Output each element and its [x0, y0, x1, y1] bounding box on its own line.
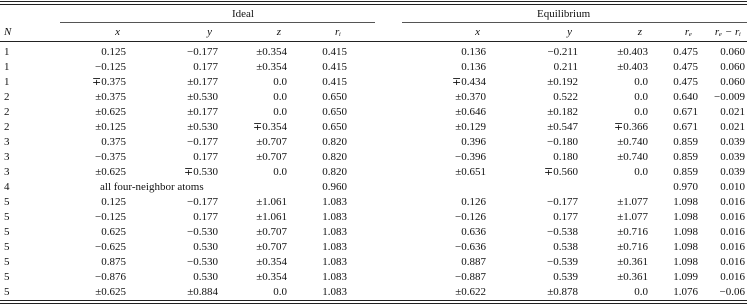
cell-ideal-x: 0.125	[101, 196, 126, 208]
cell-ideal-y: −0.177	[187, 136, 218, 148]
cell-eq-z: 0.0	[634, 91, 648, 103]
cell-eq-x: 0.636	[461, 226, 486, 238]
cell-eq-x: −0.636	[455, 241, 486, 253]
cell-n: 3	[4, 151, 10, 163]
group-underline-ideal	[60, 22, 375, 23]
cell-ideal-y: ±0.177	[187, 106, 218, 118]
cell-n: 3	[4, 166, 10, 178]
cell-n: 1	[4, 76, 10, 88]
cell-eq-x: ±0.370	[455, 91, 486, 103]
cell-eq-y: 0.211	[553, 61, 578, 73]
cell-eq-x: ±0.129	[455, 121, 486, 133]
cell-ideal-r: 0.415	[322, 61, 347, 73]
cell-eq-z: 0.0	[634, 166, 648, 178]
cell-ideal-y: ±0.884	[187, 286, 218, 298]
table-row	[0, 61, 747, 76]
cell-eq-x: 0.126	[461, 196, 486, 208]
column-header-eq-z: z	[637, 26, 642, 38]
cell-ideal-z: ±1.061	[256, 211, 287, 223]
cell-ideal-z: 0.0	[273, 286, 287, 298]
header-rule	[0, 41, 747, 42]
cell-ideal-y: −0.177	[187, 46, 218, 58]
cell-ideal-x: −0.625	[95, 241, 126, 253]
cell-ideal-x: ∓0.375	[92, 76, 126, 88]
cell-eq-x: 0.136	[461, 61, 486, 73]
cell-ideal-r: 1.083	[322, 256, 347, 268]
cell-n: 4	[4, 181, 10, 193]
cell-eq-z: 0.0	[634, 286, 648, 298]
cell-ideal-y: 0.530	[193, 241, 218, 253]
cell-ideal-r: 1.083	[322, 271, 347, 283]
cell-ideal-x: 0.125	[101, 46, 126, 58]
cell-n: 5	[4, 256, 10, 268]
cell-ideal-z: ±0.707	[256, 226, 287, 238]
cell-ideal-x: ±0.625	[95, 286, 126, 298]
cell-ideal-r: 1.083	[322, 226, 347, 238]
cell-eq-y: 0.180	[553, 151, 578, 163]
cell-ideal-r: 0.650	[322, 106, 347, 118]
table-bottom-rule-double	[0, 303, 747, 304]
cell-n: 1	[4, 46, 10, 58]
cell-ideal-r: 0.415	[322, 76, 347, 88]
table-row	[0, 76, 747, 91]
cell-eq-r: 1.098	[673, 226, 698, 238]
cell-ideal-x: ±0.375	[95, 91, 126, 103]
cell-eq-diff: 0.016	[720, 211, 745, 223]
cell-ideal-r: 0.820	[322, 166, 347, 178]
cell-ideal-z: ±0.354	[256, 271, 287, 283]
cell-ideal-z: ±0.707	[256, 136, 287, 148]
cell-eq-y: ∓0.560	[544, 166, 578, 178]
cell-eq-x: 0.136	[461, 46, 486, 58]
cell-ideal-y: ±0.530	[187, 91, 218, 103]
cell-eq-y: −0.180	[547, 136, 578, 148]
cell-eq-diff: 0.039	[720, 136, 745, 148]
cell-eq-diff: 0.060	[720, 76, 745, 88]
cell-eq-diff: −0.009	[714, 91, 745, 103]
cell-eq-r: 0.859	[673, 136, 698, 148]
column-header-ideal-y: y	[207, 26, 212, 38]
table-row	[0, 271, 747, 286]
cell-eq-z: ∓0.366	[614, 121, 648, 133]
cell-ideal-y: ∓0.530	[184, 166, 218, 178]
cell-eq-r: 1.098	[673, 196, 698, 208]
cell-eq-r: 1.098	[673, 256, 698, 268]
cell-ideal-r: 1.083	[322, 211, 347, 223]
cell-ideal-r: 0.820	[322, 151, 347, 163]
cell-eq-diff: 0.060	[720, 46, 745, 58]
cell-ideal-z: ±0.354	[256, 46, 287, 58]
cell-ideal-x: ±0.625	[95, 166, 126, 178]
column-header-eq-x: x	[475, 26, 480, 38]
cell-ideal-r: 1.083	[322, 286, 347, 298]
table-row	[0, 106, 747, 121]
cell-ideal-y: ±0.177	[187, 76, 218, 88]
cell-ideal-y: 0.177	[193, 151, 218, 163]
cell-eq-y: ±0.182	[547, 106, 578, 118]
cell-eq-diff: 0.021	[720, 106, 745, 118]
cell-ideal-x: ±0.625	[95, 106, 126, 118]
cell-ideal-x: 0.875	[101, 256, 126, 268]
cell-eq-r: 0.640	[673, 91, 698, 103]
cell-eq-diff: 0.016	[720, 241, 745, 253]
cell-ideal-y: 0.177	[193, 211, 218, 223]
cell-eq-x: ∓0.434	[452, 76, 486, 88]
cell-ideal-x: −0.125	[95, 211, 126, 223]
cell-eq-z: ±1.077	[617, 211, 648, 223]
cell-n: 5	[4, 271, 10, 283]
cell-eq-x: 0.887	[461, 256, 486, 268]
cell-eq-y: 0.177	[553, 211, 578, 223]
cell-n: 1	[4, 61, 10, 73]
cell-eq-y: 0.538	[553, 241, 578, 253]
cell-eq-diff: 0.016	[720, 271, 745, 283]
cell-eq-r: 0.859	[673, 166, 698, 178]
cell-ideal-x: −0.375	[95, 151, 126, 163]
cell-ideal-y: −0.177	[187, 196, 218, 208]
cell-ideal-r: 0.415	[322, 46, 347, 58]
cell-eq-r: 1.099	[673, 271, 698, 283]
column-header-ideal-r: rᵢ	[334, 26, 341, 38]
cell-ideal-z: ±0.354	[256, 256, 287, 268]
table-top-rule-double	[0, 4, 747, 5]
cell-ideal-y: 0.177	[193, 61, 218, 73]
cell-eq-z: ±0.361	[617, 271, 648, 283]
cell-ideal-z: 0.0	[273, 76, 287, 88]
cell-ideal-y: 0.530	[193, 271, 218, 283]
column-header-ideal-z: z	[276, 26, 281, 38]
table-row	[0, 151, 747, 166]
cell-eq-diff: 0.039	[720, 166, 745, 178]
cell-eq-x: ±0.651	[455, 166, 486, 178]
cell-ideal-x: 0.625	[101, 226, 126, 238]
cell-ideal-x: −0.125	[95, 61, 126, 73]
cell-eq-y: −0.539	[547, 256, 578, 268]
cell-ideal-x: ±0.125	[95, 121, 126, 133]
cell-eq-y: ±0.878	[547, 286, 578, 298]
cell-eq-r: 1.098	[673, 211, 698, 223]
cell-ideal-z: 0.0	[273, 106, 287, 118]
table-row	[0, 286, 747, 301]
cell-eq-y: ±0.192	[547, 76, 578, 88]
table-row	[0, 91, 747, 106]
cell-ideal-z: ±0.707	[256, 151, 287, 163]
cell-eq-y: −0.177	[547, 196, 578, 208]
cell-eq-x: ±0.622	[455, 286, 486, 298]
cell-n: 5	[4, 226, 10, 238]
spanning-note: all four-neighbor atoms	[100, 181, 204, 193]
table-row	[0, 226, 747, 241]
cell-ideal-z: 0.0	[273, 166, 287, 178]
cell-ideal-r: 0.960	[322, 181, 347, 193]
cell-eq-y: 0.522	[553, 91, 578, 103]
cell-eq-r: 1.098	[673, 241, 698, 253]
group-header-equilibrium: Equilibrium	[537, 8, 591, 20]
cell-eq-diff: 0.016	[720, 196, 745, 208]
table-row	[0, 241, 747, 256]
cell-eq-r: 0.475	[673, 61, 698, 73]
cell-eq-diff: 0.016	[720, 256, 745, 268]
cell-ideal-r: 0.650	[322, 121, 347, 133]
group-header-ideal: Ideal	[232, 8, 254, 20]
cell-eq-y: −0.538	[547, 226, 578, 238]
cell-n: 2	[4, 121, 10, 133]
cell-n: 5	[4, 196, 10, 208]
cell-eq-z: ±0.361	[617, 256, 648, 268]
cell-eq-diff: 0.010	[720, 181, 745, 193]
cell-ideal-x: 0.375	[101, 136, 126, 148]
cell-eq-z: ±0.403	[617, 61, 648, 73]
table-bottom-rule	[0, 300, 747, 301]
column-header-ideal-x: x	[115, 26, 120, 38]
cell-n: 3	[4, 136, 10, 148]
cell-eq-z: ±0.716	[617, 241, 648, 253]
cell-ideal-y: ±0.530	[187, 121, 218, 133]
table-row	[0, 181, 747, 196]
cell-eq-r: 0.475	[673, 76, 698, 88]
table-top-rule	[0, 1, 747, 2]
cell-eq-x: −0.396	[455, 151, 486, 163]
cell-eq-z: 0.0	[634, 76, 648, 88]
cell-eq-x: 0.396	[461, 136, 486, 148]
cell-ideal-r: 0.820	[322, 136, 347, 148]
cell-ideal-y: −0.530	[187, 256, 218, 268]
cell-eq-diff: 0.060	[720, 61, 745, 73]
table-row	[0, 46, 747, 61]
cell-ideal-r: 0.650	[322, 91, 347, 103]
table-row	[0, 211, 747, 226]
cell-eq-y: ±0.547	[547, 121, 578, 133]
cell-eq-z: ±0.740	[617, 151, 648, 163]
cell-eq-z: ±0.740	[617, 136, 648, 148]
cell-eq-diff: 0.039	[720, 151, 745, 163]
table-row	[0, 121, 747, 136]
cell-ideal-y: −0.530	[187, 226, 218, 238]
cell-n: 5	[4, 286, 10, 298]
cell-ideal-z: ±0.707	[256, 241, 287, 253]
cell-eq-z: ±0.403	[617, 46, 648, 58]
cell-eq-x: ±0.646	[455, 106, 486, 118]
cell-eq-r: 0.970	[673, 181, 698, 193]
cell-eq-r: 0.475	[673, 46, 698, 58]
cell-n: 2	[4, 106, 10, 118]
column-header-eq-y: y	[567, 26, 572, 38]
cell-n: 5	[4, 241, 10, 253]
cell-eq-y: 0.539	[553, 271, 578, 283]
group-underline-equilibrium	[402, 22, 747, 23]
cell-ideal-r: 1.083	[322, 196, 347, 208]
table-row	[0, 136, 747, 151]
cell-eq-diff: −0.06	[719, 286, 745, 298]
cell-ideal-r: 1.083	[322, 241, 347, 253]
cell-n: 2	[4, 91, 10, 103]
cell-eq-r: 0.671	[673, 106, 698, 118]
cell-ideal-z: 0.0	[273, 91, 287, 103]
table-row	[0, 166, 747, 181]
cell-eq-x: −0.126	[455, 211, 486, 223]
cell-n: 5	[4, 211, 10, 223]
cell-eq-x: −0.887	[455, 271, 486, 283]
column-header-n: N	[4, 26, 12, 38]
cell-ideal-z: ∓0.354	[253, 121, 287, 133]
cell-eq-r: 0.671	[673, 121, 698, 133]
column-header-eq-r: rₑ	[684, 26, 692, 38]
cell-eq-r: 1.076	[673, 286, 698, 298]
cell-eq-z: ±1.077	[617, 196, 648, 208]
cell-ideal-x: −0.876	[95, 271, 126, 283]
table-row	[0, 196, 747, 211]
table-row	[0, 256, 747, 271]
cell-eq-diff: 0.016	[720, 226, 745, 238]
cell-ideal-z: ±0.354	[256, 61, 287, 73]
cell-ideal-z: ±1.061	[256, 196, 287, 208]
cell-eq-z: ±0.716	[617, 226, 648, 238]
cell-eq-z: 0.0	[634, 106, 648, 118]
cell-eq-diff: 0.021	[720, 121, 745, 133]
cell-eq-y: −0.211	[547, 46, 578, 58]
column-header-eq-diff: rₑ − rᵢ	[714, 26, 741, 38]
cell-eq-r: 0.859	[673, 151, 698, 163]
